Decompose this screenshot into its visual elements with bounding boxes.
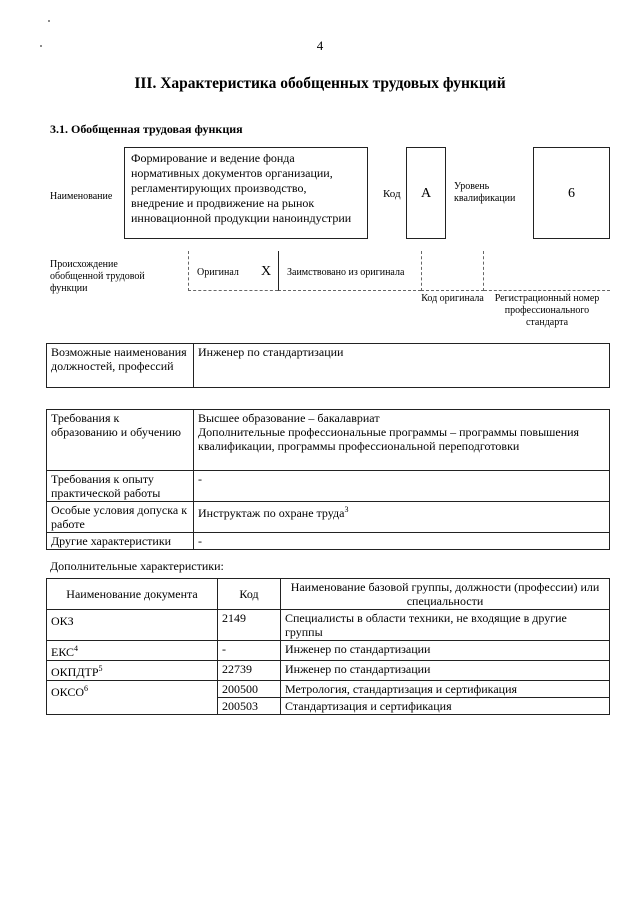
req-value: - <box>194 533 610 550</box>
origin-label: Происхождение обобщенной трудовой функции <box>50 259 145 294</box>
row-code: 22739 <box>218 661 281 681</box>
level-label: Уровень квалификации <box>454 181 516 204</box>
subsection-title: 3.1. Обобщенная трудовая функция <box>50 122 243 136</box>
positions-value: Инженер по стандартизации <box>194 344 610 388</box>
name-value-box <box>124 147 368 239</box>
requirements-table <box>46 409 610 550</box>
row-name: Метрология, стандартизация и сертификация <box>281 681 610 698</box>
level-value: 6 <box>568 186 575 201</box>
req-label: Особые условия допуска к работе <box>47 502 194 533</box>
original-label: Оригинал <box>197 267 239 278</box>
row-doc-cell <box>47 661 218 681</box>
table-row <box>47 610 610 641</box>
name-label: Наименование <box>50 191 113 202</box>
req-value-cell <box>194 502 610 533</box>
row-doc: ОКЗ <box>51 614 74 628</box>
col-header-name: Наименование базовой группы, должности (профессии) или специальности <box>281 579 610 610</box>
req-label: Требования к опыту практической работы <box>47 471 194 502</box>
req-label: Другие характеристики <box>47 533 194 550</box>
table-row <box>47 641 610 661</box>
req-value: - <box>194 471 610 502</box>
table-row <box>47 661 610 681</box>
row-doc: ЕКС <box>51 645 75 659</box>
code-label: Код <box>383 188 401 200</box>
footnote-mark: 6 <box>84 684 89 693</box>
row-doc: ОКПДТР <box>51 665 99 679</box>
positions-label: Возможные наименования должностей, профессий <box>47 344 194 388</box>
reg-number-label: Регистрационный номер профессионального стандарта <box>494 293 600 328</box>
row-name: Специалисты в области техники, не входящие в другие группы <box>281 610 610 641</box>
row-code: 2149 <box>218 610 281 641</box>
req-value: Инструктаж по охране труда <box>198 506 345 520</box>
scan-speck <box>48 20 50 22</box>
original-mark: X <box>261 264 272 279</box>
code-original-label: Код оригинала <box>421 293 484 304</box>
level-value-box <box>533 147 610 239</box>
row-code: 200500 <box>218 681 281 698</box>
col-header-code: Код <box>218 579 281 610</box>
table-row <box>47 681 610 698</box>
code-original-cell <box>421 251 484 291</box>
name-value: Формирование и ведение фонда нормативных документов организации, регламентирующих производство, внедрение и продвижение на рынок инновационной продукции наноиндустрии <box>131 151 352 225</box>
code-value-box <box>406 147 446 239</box>
original-cell <box>188 251 278 291</box>
additional-table <box>46 578 610 715</box>
additional-title: Дополнительные характеристики: <box>50 559 224 573</box>
footnote-mark: 5 <box>98 664 103 673</box>
row-doc-cell <box>47 641 218 661</box>
req-value: Высшее образование – бакалавриат Дополнительные профессиональные программы – программы повышения квалификации, программы профессиональной переподготовки <box>194 410 610 471</box>
row-code: - <box>218 641 281 661</box>
row-name: Инженер по стандартизации <box>281 641 610 661</box>
page-number: 4 <box>316 38 324 53</box>
code-value: A <box>420 186 432 201</box>
row-doc: ОКСО <box>51 685 85 699</box>
section-title: III. Характеристика обобщенных трудовых функций <box>134 75 506 92</box>
row-doc-cell <box>47 681 218 715</box>
footnote-mark: 3 <box>344 505 349 514</box>
row-doc-cell <box>47 610 218 641</box>
reg-number-cell <box>484 251 610 291</box>
row-name: Инженер по стандартизации <box>281 661 610 681</box>
footnote-mark: 4 <box>74 644 79 653</box>
row-name: Стандартизация и сертификация <box>281 698 610 715</box>
col-header-doc: Наименование документа <box>47 579 218 610</box>
positions-table <box>46 343 610 388</box>
req-label: Требования к образованию и обучению <box>47 410 194 471</box>
borrowed-label: Заимствовано из оригинала <box>287 267 405 278</box>
borrowed-cell <box>278 251 421 291</box>
row-code: 200503 <box>218 698 281 715</box>
